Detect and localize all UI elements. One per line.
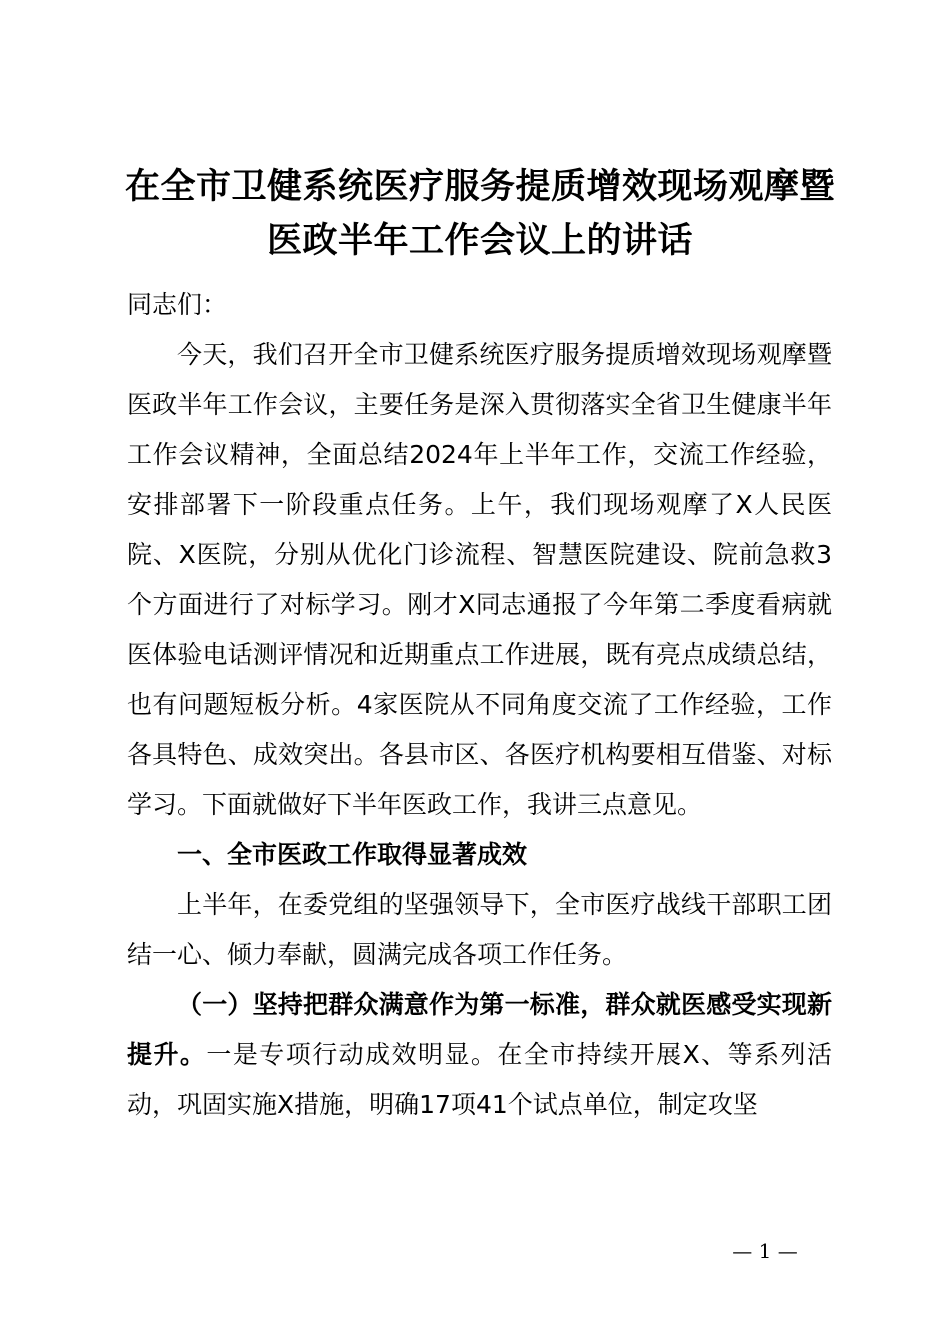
point-1-lead: （一）坚持把群众满意作为第一标准，群众就医感受实现新提升。 xyxy=(127,990,832,1069)
title-line-1: 在全市卫健系统医疗服务提质增效现场观摩暨 xyxy=(124,167,835,207)
paragraph-point-1 xyxy=(127,980,832,1130)
document-body xyxy=(127,280,832,1130)
salutation: 同志们： xyxy=(127,290,228,319)
point-1-text: 一是专项行动成效明显。在全市持续开展X、等系列活动，巩固实施X措施，明确17项41个试点单位，制定攻坚 xyxy=(127,1040,832,1119)
paragraph-summary: 上半年，在委党组的坚强领导下，全市医疗战线干部职工团结一心、倾力奉献，圆满完成各项工作任务。 xyxy=(127,890,832,969)
document-title xyxy=(100,160,860,268)
paragraph-intro: 今天，我们召开全市卫健系统医疗服务提质增效现场观摩暨医政半年工作会议，主要任务是深入贯彻落实全省卫生健康半年工作会议精神，全面总结2024年上半年工作，交流工作经验，安排部署下一阶段重点任务。上午，我们现场观摩了X人民医院、X医院，分别从优化门诊流程、智慧医院建设、院前急救3个方面进行了对标学习。刚才X同志通报了今年第二季度看病就医体验电话测评情况和近期重点工作进展，既有亮点成绩总结，也有问题短板分析。4家医院从不同角度交流了工作经验，工作各具特色、成效突出。各县市区、各医疗机构要相互借鉴、对标学习。下面就做好下半年医政工作，我讲三点意见。 xyxy=(127,340,832,819)
page-number: — 1 — xyxy=(732,1239,798,1263)
section-heading-1: 一、全市医政工作取得显著成效 xyxy=(177,840,528,869)
title-line-2: 医政半年工作会议上的讲话 xyxy=(266,221,693,261)
